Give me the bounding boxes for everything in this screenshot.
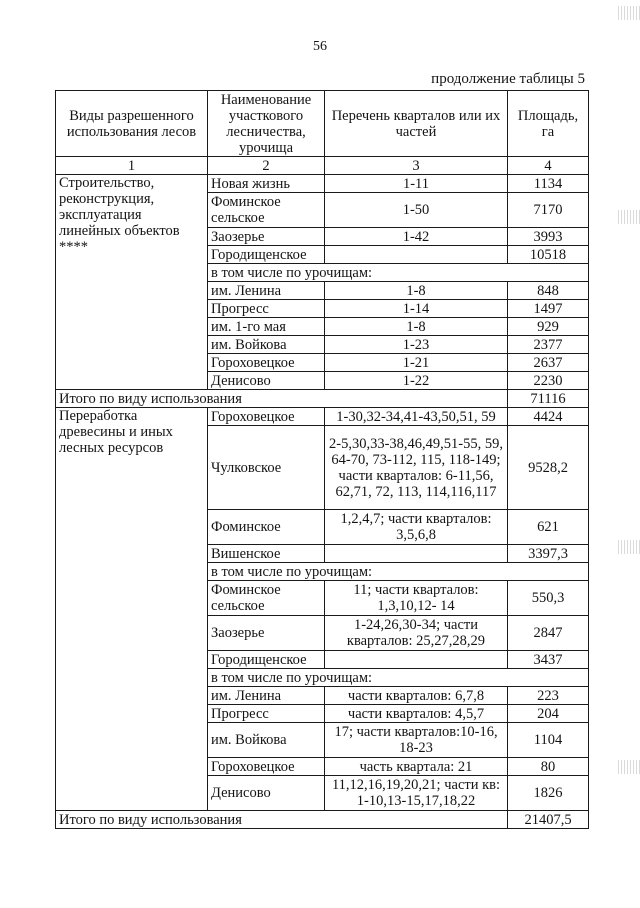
quarters-cell bbox=[325, 545, 508, 563]
header-use-type: Виды разрешенного использования лесов bbox=[56, 91, 208, 157]
quarters-cell: 1-42 bbox=[325, 228, 508, 246]
quarters-cell: 2-5,30,33-38,46,49,51-55, 59, 64-70, 73-112, 115, 118-149; части кварталов: 6-11,56, 62,71, 72, 113, 114,116,117 bbox=[325, 426, 508, 510]
quarters-cell: 17; части кварталов:10-16, 18-23 bbox=[325, 723, 508, 758]
area-cell: 204 bbox=[508, 705, 589, 723]
quarters-cell: 1-21 bbox=[325, 354, 508, 372]
area-cell: 1104 bbox=[508, 723, 589, 758]
tract-name: Прогресс bbox=[208, 300, 325, 318]
tract-name: Городищенское bbox=[208, 651, 325, 669]
quarters-cell: 11; части кварталов: 1,3,10,12- 14 bbox=[325, 581, 508, 616]
subheader-cell: в том числе по урочищам: bbox=[208, 669, 589, 687]
use-type-cell: Переработка древесины и иных лесных ресурсов bbox=[56, 408, 208, 811]
column-number: 1 bbox=[56, 157, 208, 175]
tract-name: им. 1-го мая bbox=[208, 318, 325, 336]
table-header-row bbox=[56, 91, 589, 157]
tract-name: им. Войкова bbox=[208, 336, 325, 354]
quarters-cell: 1-22 bbox=[325, 372, 508, 390]
header-quarters-list: Перечень кварталов или их частей bbox=[325, 91, 508, 157]
tract-name: им. Войкова bbox=[208, 723, 325, 758]
scan-artifact bbox=[618, 540, 640, 554]
area-cell: 3397,3 bbox=[508, 545, 589, 563]
table-row bbox=[56, 408, 589, 426]
total-label: Итого по виду использования bbox=[56, 811, 508, 829]
area-cell: 929 bbox=[508, 318, 589, 336]
total-row bbox=[56, 811, 589, 829]
forestry-name: Новая жизнь bbox=[208, 175, 325, 193]
quarters-cell: часть квартала: 21 bbox=[325, 758, 508, 776]
area-cell: 1497 bbox=[508, 300, 589, 318]
table-row bbox=[56, 175, 589, 193]
area-cell: 2230 bbox=[508, 372, 589, 390]
area-cell: 3993 bbox=[508, 228, 589, 246]
quarters-cell: части кварталов: 4,5,7 bbox=[325, 705, 508, 723]
forestry-name: Заозерье bbox=[208, 228, 325, 246]
area-cell: 1826 bbox=[508, 776, 589, 811]
tract-name: Фоминское сельское bbox=[208, 581, 325, 616]
area-cell: 2637 bbox=[508, 354, 589, 372]
area-cell: 7170 bbox=[508, 193, 589, 228]
quarters-cell bbox=[325, 651, 508, 669]
quarters-cell bbox=[325, 246, 508, 264]
quarters-cell: 1-8 bbox=[325, 318, 508, 336]
area-cell: 80 bbox=[508, 758, 589, 776]
column-number: 2 bbox=[208, 157, 325, 175]
area-cell: 10518 bbox=[508, 246, 589, 264]
page-number: 56 bbox=[313, 39, 327, 54]
scan-artifact bbox=[618, 760, 640, 774]
scan-artifact bbox=[618, 210, 640, 224]
area-cell: 4424 bbox=[508, 408, 589, 426]
quarters-cell: 1-8 bbox=[325, 282, 508, 300]
forestry-name: Фоминское bbox=[208, 510, 325, 545]
header-forestry-name: Наименование участкового лесничества, урочища bbox=[208, 91, 325, 157]
quarters-cell: 1-50 bbox=[325, 193, 508, 228]
tract-name: Гороховецкое bbox=[208, 758, 325, 776]
quarters-cell: 1-11 bbox=[325, 175, 508, 193]
forestry-name: Городищенское bbox=[208, 246, 325, 264]
tract-name: им. Ленина bbox=[208, 687, 325, 705]
quarters-cell: 11,12,16,19,20,21; части кв: 1-10,13-15,17,18,22 bbox=[325, 776, 508, 811]
area-cell: 550,3 bbox=[508, 581, 589, 616]
forestry-name: Чулковское bbox=[208, 426, 325, 510]
forestry-name: Гороховецкое bbox=[208, 408, 325, 426]
table-continuation-label: продолжение таблицы 5 bbox=[431, 71, 585, 87]
area-cell: 9528,2 bbox=[508, 426, 589, 510]
column-number-row bbox=[56, 157, 589, 175]
area-cell: 848 bbox=[508, 282, 589, 300]
quarters-cell: 1-23 bbox=[325, 336, 508, 354]
quarters-cell: 1-14 bbox=[325, 300, 508, 318]
tract-name: Гороховецкое bbox=[208, 354, 325, 372]
tract-name: Заозерье bbox=[208, 616, 325, 651]
scan-artifact bbox=[618, 6, 640, 20]
subheader-cell: в том числе по урочищам: bbox=[208, 264, 589, 282]
area-cell: 223 bbox=[508, 687, 589, 705]
forestry-name: Вишенское bbox=[208, 545, 325, 563]
area-cell: 1134 bbox=[508, 175, 589, 193]
quarters-cell: 1-24,26,30-34; части кварталов: 25,27,28,29 bbox=[325, 616, 508, 651]
tract-name: Денисово bbox=[208, 372, 325, 390]
column-number: 3 bbox=[325, 157, 508, 175]
quarters-cell: части кварталов: 6,7,8 bbox=[325, 687, 508, 705]
forest-use-table bbox=[55, 90, 589, 829]
forestry-name: Фоминское сельское bbox=[208, 193, 325, 228]
area-cell: 2377 bbox=[508, 336, 589, 354]
total-value: 21407,5 bbox=[508, 811, 589, 829]
area-cell: 2847 bbox=[508, 616, 589, 651]
quarters-cell: 1-30,32-34,41-43,50,51, 59 bbox=[325, 408, 508, 426]
header-area: Площадь, га bbox=[508, 91, 589, 157]
use-type-cell: Строительство, реконструкция, эксплуатация линейных объектов **** bbox=[56, 175, 208, 390]
column-number: 4 bbox=[508, 157, 589, 175]
total-row bbox=[56, 390, 589, 408]
quarters-cell: 1,2,4,7; части кварталов: 3,5,6,8 bbox=[325, 510, 508, 545]
area-cell: 3437 bbox=[508, 651, 589, 669]
area-cell: 621 bbox=[508, 510, 589, 545]
tract-name: Прогресс bbox=[208, 705, 325, 723]
total-label: Итого по виду использования bbox=[56, 390, 508, 408]
subheader-cell: в том числе по урочищам: bbox=[208, 563, 589, 581]
total-value: 71116 bbox=[508, 390, 589, 408]
tract-name: им. Ленина bbox=[208, 282, 325, 300]
tract-name: Денисово bbox=[208, 776, 325, 811]
